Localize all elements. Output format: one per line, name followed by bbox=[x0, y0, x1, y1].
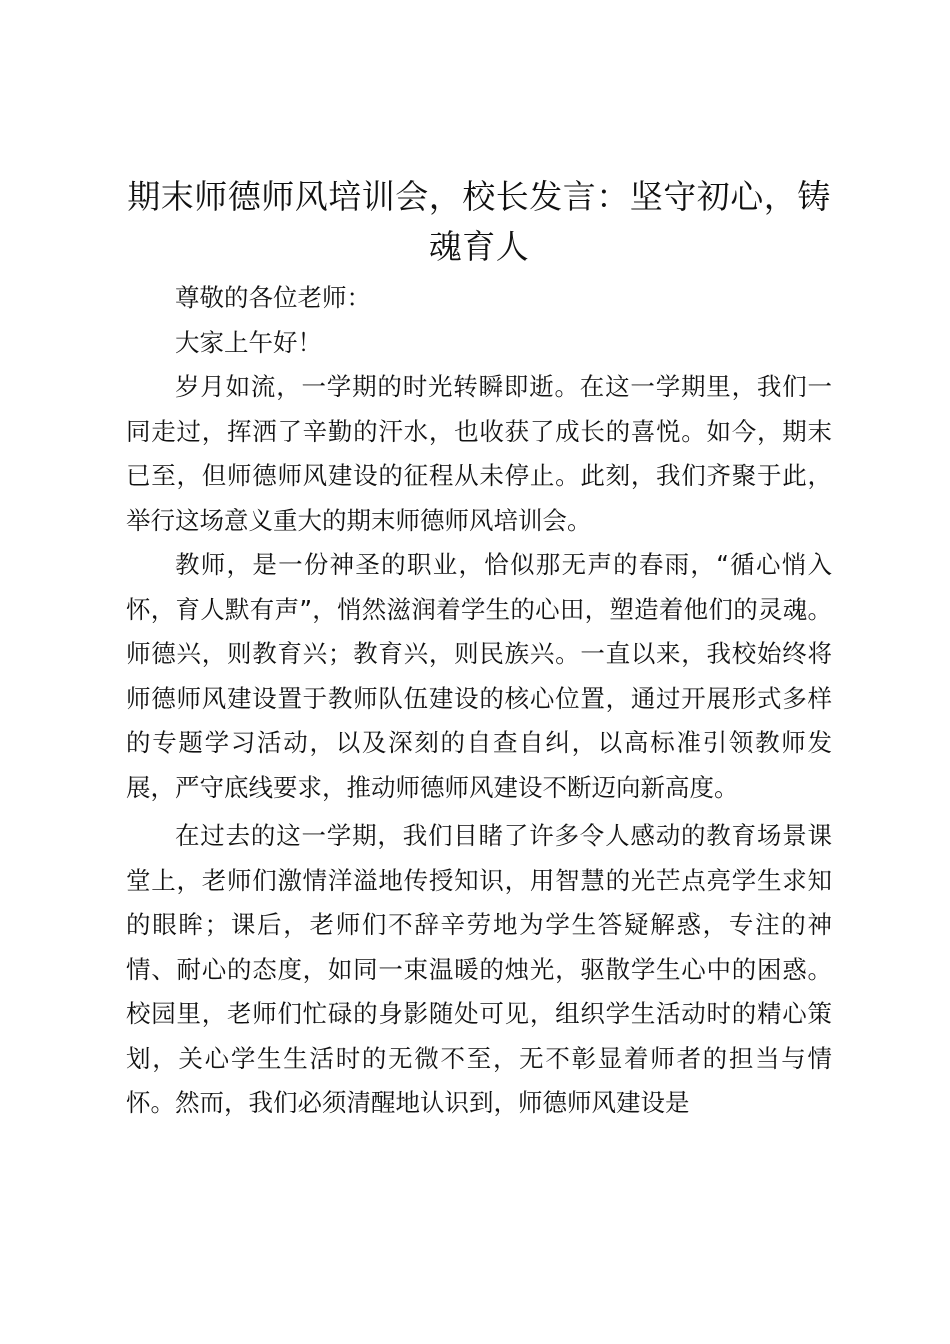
document-title: 期末师德师风培训会，校长发言：坚守初心，铸魂育人 bbox=[127, 177, 831, 266]
paragraph-teacher-role: 教师，是一份神圣的职业，恰似那无声的春雨，“循心悄入怀，育人默有声”，悄然滋润着学生的心田，塑造着他们的灵魂。师德兴，则教育兴；教育兴，则民族兴。一直以来，我校始终将师德师风建设置于教师队伍建设的核心位置，通过开展形式多样的专题学习活动，以及深刻的自查自纠，以高标准引领教师发展，严守底线要求，推动师德师风建设不断迈向新高度。 bbox=[126, 550, 832, 802]
greeting: 大家上午好！ bbox=[175, 327, 322, 357]
paragraph-semester-review: 在过去的这一学期，我们目睹了许多令人感动的教育场景课堂上，老师们激情洋溢地传授知识，用智慧的光芒点亮学生求知的眼眸；课后，老师们不辞辛劳地为学生答疑解惑，专注的神情、耐心的态度，如同一束温暖的烛光，驱散学生心中的困惑。校园里，老师们忙碌的身影随处可见，组织学生活动时的精心策划，关心学生生活时的无微不至，无不彰显着师者的担当与情怀。然而，我们必须清醒地认识到，师德师风建设是 bbox=[126, 821, 832, 1117]
document-body bbox=[126, 276, 832, 1126]
paragraph-opening: 岁月如流，一学期的时光转瞬即逝。在这一学期里，我们一同走过，挥洒了辛勤的汗水，也收获了成长的喜悦。如今，期末已至，但师德师风建设的征程从未停止。此刻，我们齐聚于此，举行这场意义重大的期末师德师风培训会。 bbox=[126, 372, 832, 535]
salutation: 尊敬的各位老师： bbox=[175, 283, 371, 312]
